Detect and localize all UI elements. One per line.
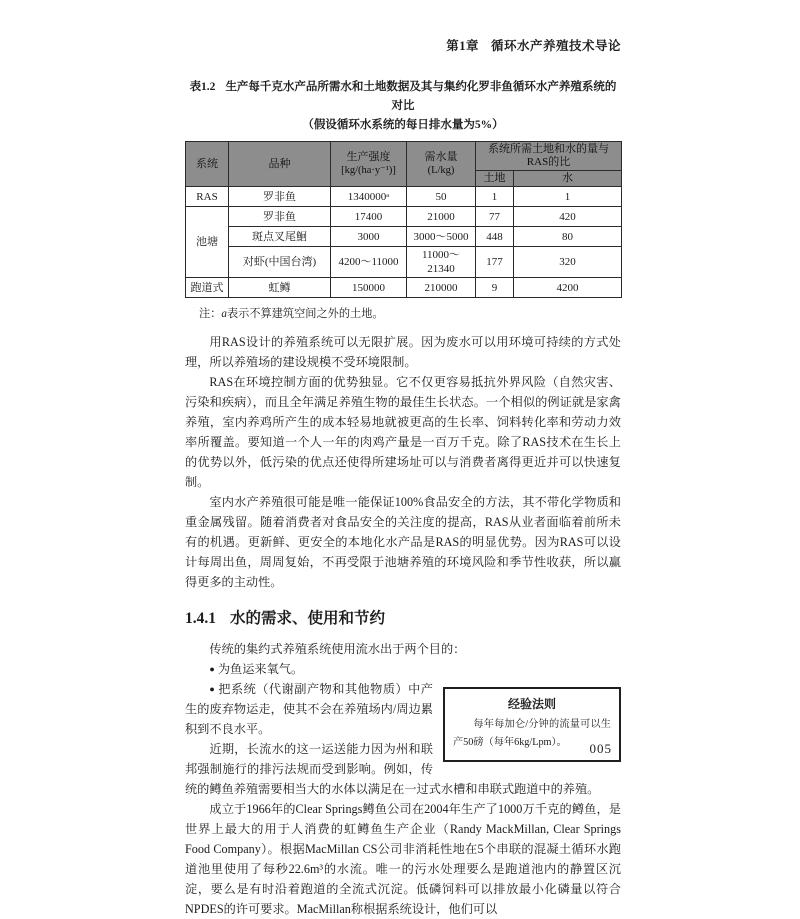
paragraph: 成立于1966年的Clear Springs鳟鱼公司在2004年生产了1000万千克的鳟鱼，是世界上最大的用于人消费的虹鳟鱼生产企业（Randy MackMillan, Clear Springs Food Company）。根据MacMillan CS公司非消耗性地在5个串联的混凝土循环水跑道池里使用了每秒22.6m³的水流。唯一的污水处理要么是跑道池内的静置区沉淀，要么是有时沿着跑道的全流式沉淀。低磷饲料可以排放最小化磷量以符合NPDES的许可要求。MacMillan称根据系统设计，他们可以 bbox=[185, 802, 621, 916]
cell-intensity: 150000 bbox=[331, 278, 407, 298]
col-header-water-demand bbox=[407, 142, 476, 187]
col-header-intensity bbox=[331, 142, 407, 187]
table-caption bbox=[185, 78, 621, 116]
cell-land-ratio: 448 bbox=[476, 227, 514, 247]
table-row bbox=[186, 187, 622, 207]
cell-system: 跑道式 bbox=[186, 278, 229, 298]
cell-system: RAS bbox=[186, 187, 229, 207]
cell-land-ratio: 177 bbox=[476, 247, 514, 278]
bullet-icon: ● bbox=[209, 664, 215, 674]
paragraph: RAS在环境控制方面的优势独显。它不仅更容易抵抗外界风险（自然灾害、污染和疾病），而且全年满足养殖生物的最佳生长状态。一个相似的例证就是家禽养殖，室内养鸡所产生的成本轻易地就被更高的生长率、饲料转化率和劳动力效率所覆盖。要知道一个人一年的肉鸡产量是一百万千克。除了RAS技术在生长上的优势以外，低污染的优点还使得所建场址可以与消费者离得更近并可以快速复制。 bbox=[185, 375, 621, 489]
cell-water-demand: 11000～21340 bbox=[407, 247, 476, 278]
col-header-water-demand-unit: (L/kg) bbox=[427, 165, 455, 176]
table-caption-text: 生产每千克水产品所需水和土地数据及其与集约化罗非鱼循环水产养殖系统的对比 bbox=[225, 81, 617, 112]
cell-species: 罗非鱼 bbox=[229, 207, 331, 227]
section-heading bbox=[185, 606, 621, 628]
cell-water-ratio: 320 bbox=[514, 247, 622, 278]
footnote-marker: a bbox=[221, 308, 227, 320]
page-number: 005 bbox=[589, 741, 612, 756]
col-header-intensity-unit: [kg/(ha·y⁻¹)] bbox=[341, 165, 396, 176]
cell-species: 斑点叉尾鮰 bbox=[229, 227, 331, 247]
page-content bbox=[185, 36, 621, 919]
bullet-text: 为鱼运来氧气。 bbox=[217, 662, 304, 676]
cell-land-ratio: 1 bbox=[476, 187, 514, 207]
table-caption-subline: （假设循环水系统的每日排水量为5%） bbox=[302, 119, 504, 131]
col-header-species: 品种 bbox=[229, 142, 331, 187]
section-number: 1.4.1 bbox=[185, 610, 216, 627]
rule-box-body: 每年每加仑/分钟的流量可以生产50磅（每年6kg/Lpm）。 bbox=[453, 719, 611, 748]
paragraph: 传统的集约式养殖系统使用流水出于两个目的： bbox=[209, 642, 466, 656]
table-caption-label: 表1.2 bbox=[189, 81, 216, 93]
cell-species: 罗非鱼 bbox=[229, 187, 331, 207]
cell-water-ratio: 1 bbox=[514, 187, 622, 207]
cell-land-ratio: 9 bbox=[476, 278, 514, 298]
paragraph: 室内水产养殖很可能是唯一能保证100%食品安全的方法，其不带化学物质和重金属残留。随着消费者对食品安全的关注度的提高，RAS从业者面临着前所未有的机遇。更新鲜、更安全的本地化水产品是RAS的明显优势。因为RAS可以设计每周出鱼，周周复始，不再受限于池塘养殖的环境风险和季节性收获，所以赢得更多的主动性。 bbox=[185, 495, 621, 589]
col-header-land-ratio: 土地 bbox=[476, 171, 514, 187]
cell-species: 虹鳟 bbox=[229, 278, 331, 298]
col-header-water-ratio: 水 bbox=[514, 171, 622, 187]
cell-water-ratio: 420 bbox=[514, 207, 622, 227]
col-header-water-demand-name: 需水量 bbox=[424, 151, 458, 163]
chapter-title: 循环水产养殖技术导论 bbox=[490, 39, 621, 53]
rule-box-title: 经验法则 bbox=[507, 697, 556, 711]
cell-water-ratio: 4200 bbox=[514, 278, 622, 298]
cell-intensity: 4200～11000 bbox=[331, 247, 407, 278]
cell-intensity: 1340000ᵃ bbox=[331, 187, 407, 207]
table-row bbox=[186, 207, 622, 227]
table-footnote bbox=[185, 305, 621, 321]
table-header bbox=[186, 142, 622, 187]
table-row bbox=[186, 278, 622, 298]
bullet-item bbox=[185, 659, 621, 679]
cell-water-ratio: 80 bbox=[514, 227, 622, 247]
comparison-table bbox=[185, 141, 622, 298]
cell-water-demand: 50 bbox=[407, 187, 476, 207]
running-head bbox=[185, 36, 621, 54]
chapter-number: 第1章 bbox=[446, 39, 479, 53]
cell-intensity: 3000 bbox=[331, 227, 407, 247]
footnote-label: 注： bbox=[199, 308, 222, 320]
cell-water-demand: 3000～5000 bbox=[407, 227, 476, 247]
table-row bbox=[186, 247, 622, 278]
cell-land-ratio: 77 bbox=[476, 207, 514, 227]
footnote-text: 表示不算建筑空间之外的土地。 bbox=[226, 308, 384, 320]
col-header-ratio-group: 系统所需土地和水的量与RAS的比 bbox=[476, 142, 622, 171]
cell-system: 池塘 bbox=[186, 207, 229, 278]
cell-intensity: 17400 bbox=[331, 207, 407, 227]
col-header-intensity-name: 生产强度 bbox=[346, 151, 391, 163]
section-title: 水的需求、使用和节约 bbox=[230, 610, 386, 627]
cell-water-demand: 21000 bbox=[407, 207, 476, 227]
cell-species: 对虾(中国台湾) bbox=[229, 247, 331, 278]
col-header-system: 系统 bbox=[186, 142, 229, 187]
cell-water-demand: 210000 bbox=[407, 278, 476, 298]
paragraph: 近期，长流水的这一运送能力因为州和联邦强制施行的排污法规而受到影响。例如，传统的鳟鱼养殖需要相当大的水体以满足在一过式水槽和串联式跑道中的养殖。 bbox=[185, 742, 600, 796]
bullet-icon: ● bbox=[209, 684, 216, 694]
table-row bbox=[186, 227, 622, 247]
paragraph: 用RAS设计的养殖系统可以无限扩展。因为废水可以用环境可持续的方式处理，所以养殖场的建设规模不受环境限制。 bbox=[185, 335, 621, 369]
bullet-text: 把系统（代谢副产物和其他物质）中产生的废弃物运走，使其不会在养殖场内/周边累积到不良水平。 bbox=[185, 682, 433, 736]
